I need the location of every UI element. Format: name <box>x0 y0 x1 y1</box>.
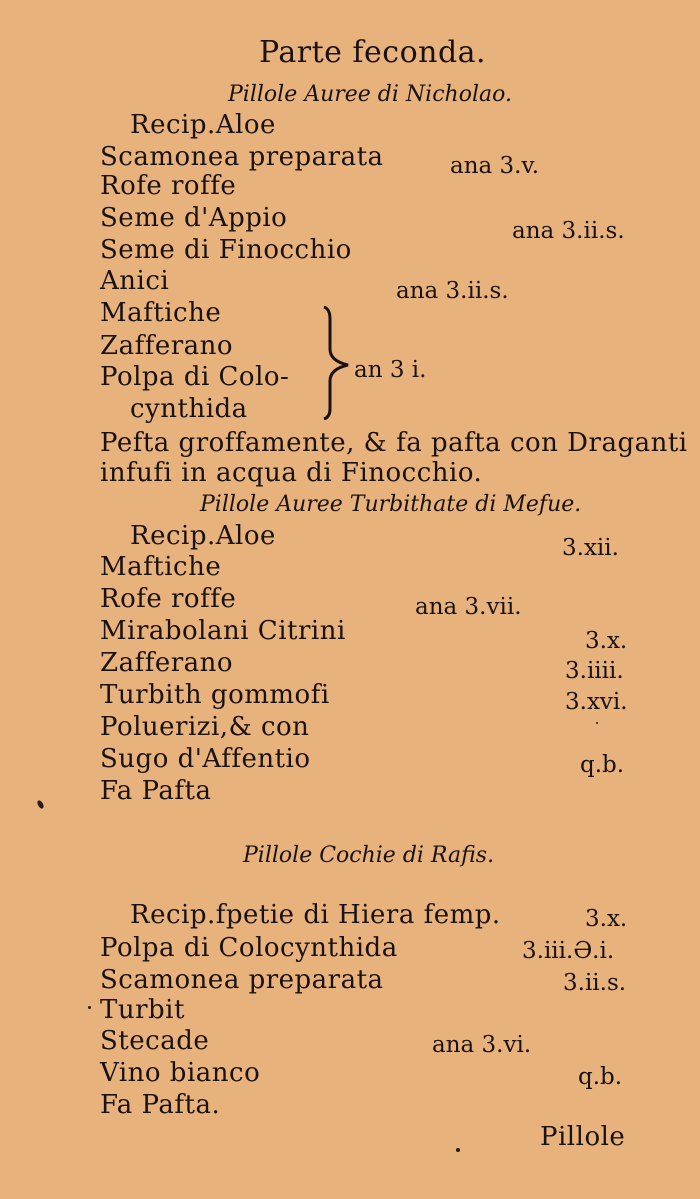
recipe-3-line: Recip.fpetie di Hiera femp. <box>130 900 501 930</box>
recipe-2-line: Poluerizi,& con <box>100 712 310 742</box>
ink-speck <box>36 799 45 809</box>
recipe-1-line: Scamonea preparata <box>100 142 384 172</box>
ink-speck <box>596 722 598 724</box>
recipe-3-line: Vino bianco <box>100 1058 261 1088</box>
grouping-brace <box>318 305 358 420</box>
recipe-2-title: Pillole Auree Turbithate di Mefue. <box>200 492 582 517</box>
recipe-3-line: Fa Pafta. <box>100 1090 221 1120</box>
recipe-3-quantity: 3.x. <box>585 906 628 932</box>
recipe-2-line: Zafferano <box>100 648 234 678</box>
recipe-1-title: Pillole Auree di Nicholao. <box>228 82 512 107</box>
recipe-3-line: Polpa di Colocynthida <box>100 933 398 963</box>
recipe-2-line: Mirabolani Citrini <box>100 616 346 646</box>
recipe-1-quantity: ana 3.v. <box>450 153 540 179</box>
recipe-2-quantity: 3.iiii. <box>565 658 624 684</box>
recipe-2-quantity: 3.x. <box>585 628 628 654</box>
recipe-1-line: Polpa di Colo- <box>100 362 290 392</box>
recipe-2-quantity: 3.xii. <box>562 535 619 561</box>
recipe-1-quantity: ana 3.ii.s. <box>396 278 509 304</box>
recipe-1-line: Recip.Aloe <box>130 110 276 140</box>
recipe-2-quantity: q.b. <box>580 752 625 778</box>
recipe-2-line: Turbith gommofi <box>100 680 330 710</box>
recipe-3-line: Turbit <box>100 995 185 1025</box>
recipe-2-line: Recip.Aloe <box>130 521 276 551</box>
recipe-3-quantity: 3.ii.s. <box>563 970 627 996</box>
recipe-3-line: Stecade <box>100 1026 210 1056</box>
recipe-3-line: Scamonea preparata <box>100 965 384 995</box>
recipe-2-line: Maftiche <box>100 552 222 582</box>
recipe-1-method: Pefta groffamente, & fa pafta con Draganti <box>100 428 688 458</box>
recipe-3-quantity: q.b. <box>578 1064 623 1090</box>
recipe-3-quantity: 3.iii.Ə.i. <box>522 938 615 964</box>
recipe-1-line: Seme di Finocchio <box>100 235 352 265</box>
ink-speck <box>456 1148 460 1152</box>
recipe-1-line: Rofe roffe <box>100 171 237 201</box>
recipe-2-line: Sugo d'Affentio <box>100 744 311 774</box>
recipe-2-quantity: 3.xvi. <box>565 689 628 715</box>
recipe-3-quantity: ana 3.vi. <box>432 1032 532 1058</box>
recipe-1-quantity: ana 3.ii.s. <box>512 218 625 244</box>
recipe-1-line: Anici <box>100 266 170 296</box>
catchword: Pillole <box>540 1122 626 1152</box>
recipe-1-quantity: an 3 i. <box>354 357 427 383</box>
recipe-1-line: Seme d'Appio <box>100 203 288 233</box>
page-header: Parte feconda. <box>259 35 487 70</box>
recipe-3-title: Pillole Cochie di Rafis. <box>243 843 495 868</box>
recipe-1-method: infufi in acqua di Finocchio. <box>100 458 483 488</box>
recipe-2-line: Rofe roffe <box>100 584 237 614</box>
recipe-2-line: Fa Pafta <box>100 776 212 806</box>
recipe-1-line: cynthida <box>130 394 248 424</box>
recipe-1-line: Zafferano <box>100 331 234 361</box>
ink-speck <box>88 1006 91 1009</box>
recipe-2-quantity: ana 3.vii. <box>415 594 522 620</box>
recipe-1-line: Maftiche <box>100 298 222 328</box>
